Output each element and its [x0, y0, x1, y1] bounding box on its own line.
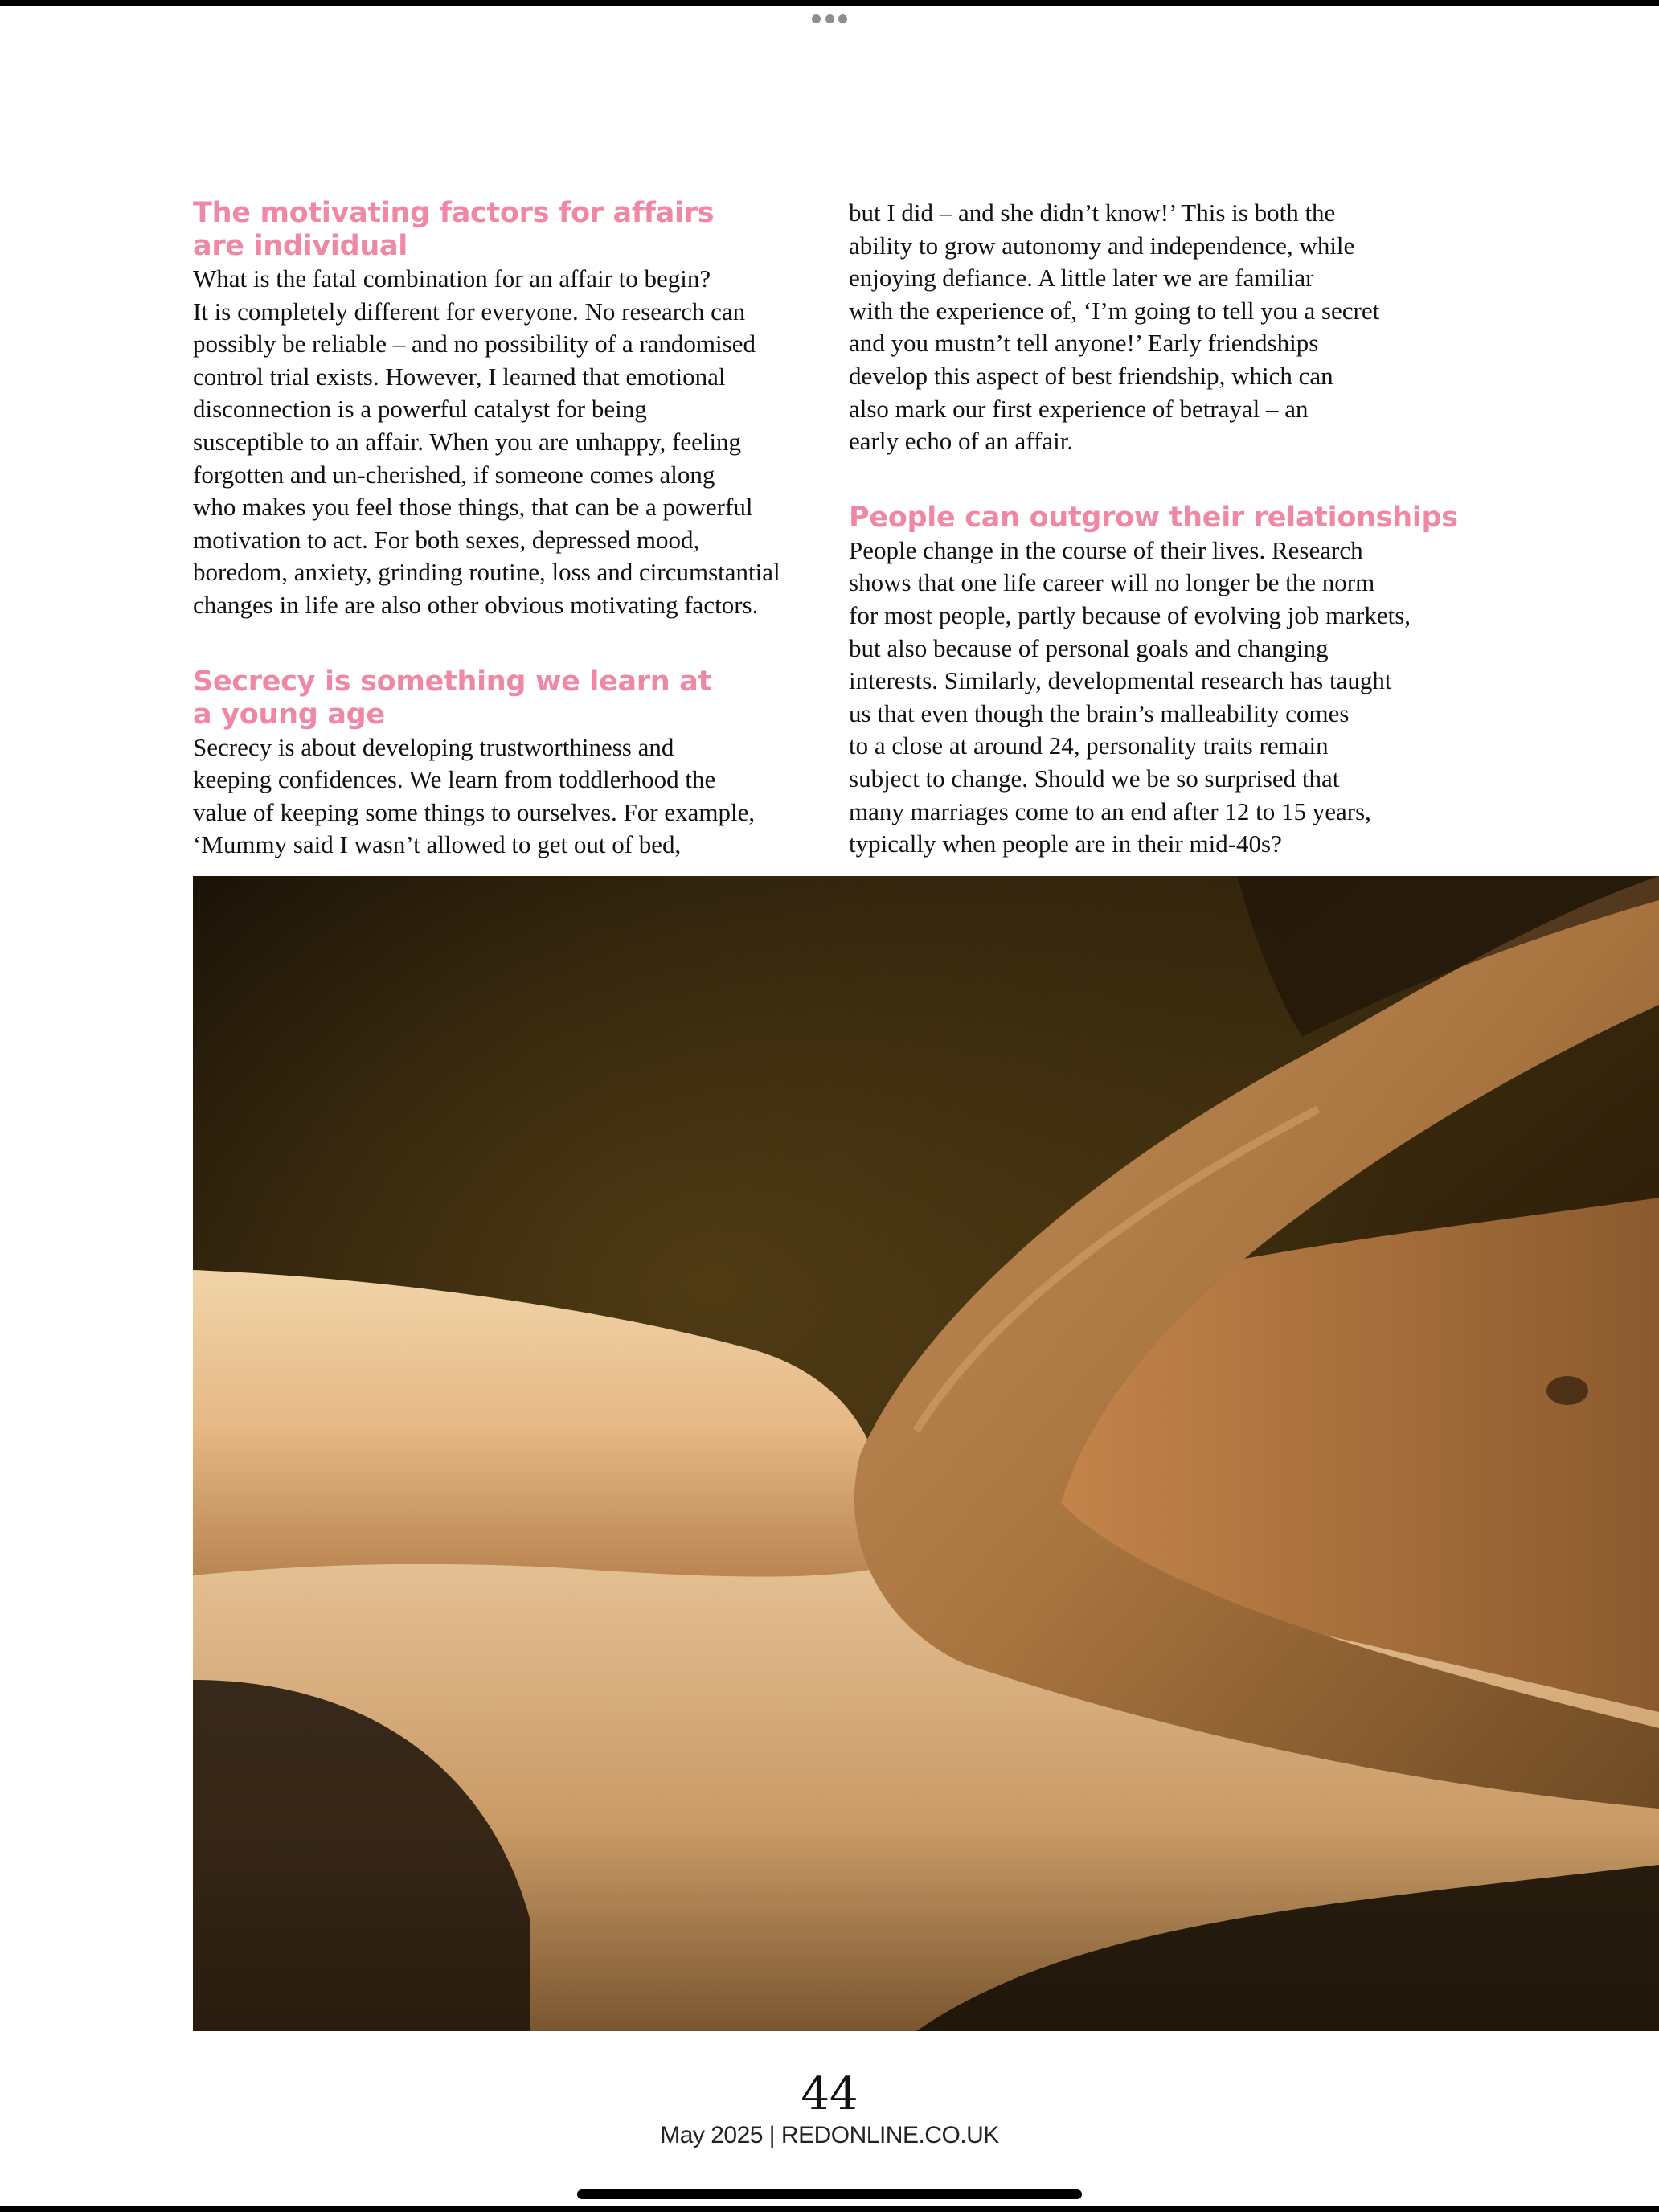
more-dots-icon[interactable] — [812, 14, 847, 23]
article-column-right — [849, 197, 1492, 861]
article-photo — [193, 876, 1659, 2031]
issue-line: May 2025 | REDONLINE.CO.UK — [660, 2122, 999, 2149]
article-column-left — [193, 197, 836, 862]
body-paragraph-motivating-factors: What is the fatal combination for an affair to begin? It is completely different for everyone. No research can possibly be reliable – and no possibility of a randomised control trial exists. However, I learned that emotional disconnection is a powerful catalyst for being susceptible to an affair. When you are unhappy, feeling forgotten and un-cherished, if someone comes along who makes you feel those things, that can be a powerful motivation to act. For both sexes, depressed mood, boredom, anxiety, grinding routine, loss and circumstantial changes in life are also other obvious motivating factors. — [193, 264, 780, 619]
top-edge-bar — [0, 0, 1659, 6]
section-heading-motivating-factors: The motivating factors for affairs are individual — [193, 197, 715, 262]
bottom-edge-bar — [0, 2206, 1659, 2212]
body-paragraph-secrecy-continued: but I did – and she didn’t know!’ This is both the ability to grow autonomy and independence, while enjoying defiance. A little later we are familiar with the experience of, ‘I’m going to tell you a secret and you mustn’t tell anyone!’ Early friendships develop this aspect of best friendship, which can also mark our first experience of betrayal – an early echo of an affair. — [849, 199, 1380, 456]
page-number: 44 — [801, 2068, 858, 2120]
home-indicator[interactable] — [577, 2189, 1082, 2199]
body-paragraph-outgrow: People change in the course of their lives. Research shows that one life career will no longer be the norm for most people, partly because of evolving job markets, but also because of personal goals and changing interests. Similarly, developmental research has taught us that even though the brain’s malleability comes to a close at around 24, personality traits remain subject to change. Should we be so surprised that many marriages come to an end after 12 to 15 years, typically when people are in their mid-40s? — [849, 535, 1411, 858]
section-heading-secrecy: Secrecy is something we learn at a young age — [193, 665, 712, 731]
photo-illustration — [193, 876, 1659, 2031]
section-heading-outgrow: People can outgrow their relationships — [849, 501, 1458, 534]
body-paragraph-secrecy: Secrecy is about developing trustworthiness and keeping confidences. We learn from toddlerhood the value of keeping some things to ourselves. For example, ‘Mummy said I wasn’t allowed to get out of bed, — [193, 732, 756, 859]
